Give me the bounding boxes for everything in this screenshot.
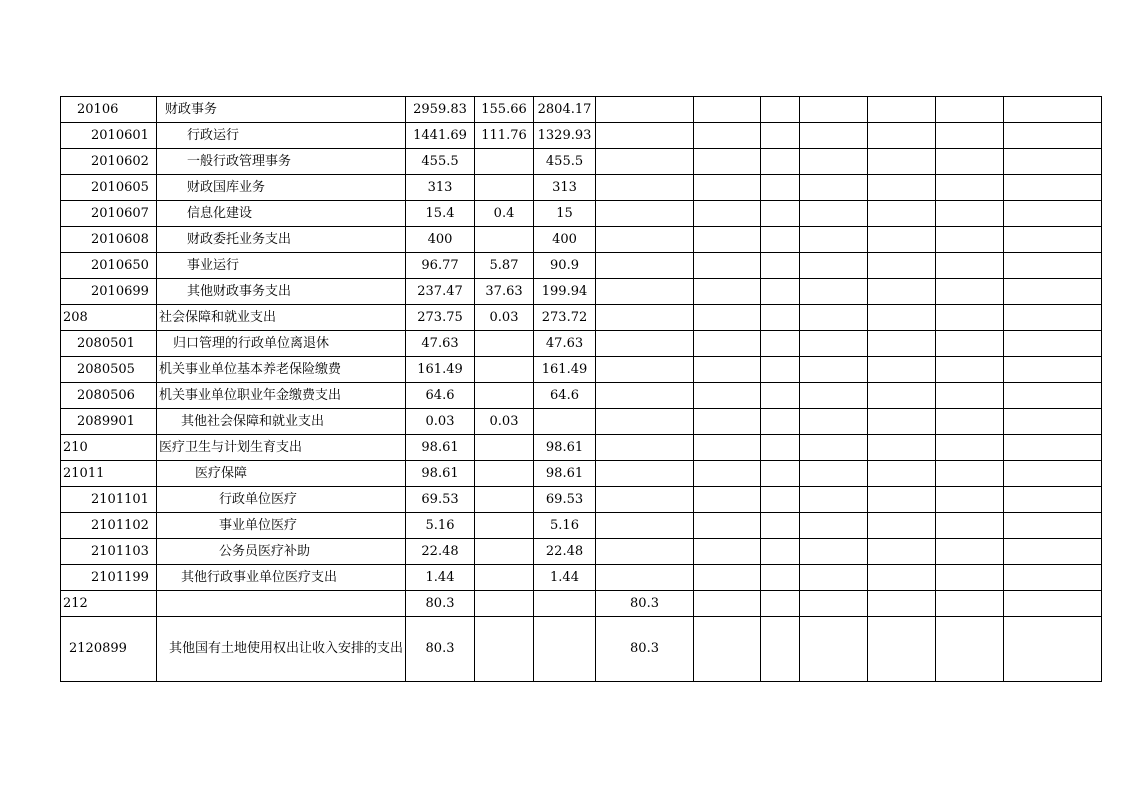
cell-empty [868,227,936,253]
cell-name: 归口管理的行政单位离退休 [157,331,406,357]
cell-total: 0.03 [406,409,475,435]
cell-empty [1004,357,1102,383]
cell-empty [800,383,868,409]
cell-empty [936,175,1004,201]
cell-name: 医疗保障 [157,461,406,487]
cell-project: 400 [534,227,596,253]
cell-empty [800,539,868,565]
cell-total: 2959.83 [406,97,475,123]
cell-total: 400 [406,227,475,253]
table-row [61,591,1102,617]
cell-empty [936,435,1004,461]
cell-total: 80.3 [406,591,475,617]
cell-name: 医疗卫生与计划生育支出 [157,435,406,461]
table-row [61,513,1102,539]
cell-total: 22.48 [406,539,475,565]
cell-empty [936,617,1004,682]
cell-empty [1004,591,1102,617]
cell-total: 273.75 [406,305,475,331]
cell-empty [761,565,800,591]
cell-project [534,409,596,435]
cell-project: 199.94 [534,279,596,305]
budget-table [60,96,1102,682]
cell-empty [936,149,1004,175]
cell-project: 47.63 [534,331,596,357]
table-row [61,201,1102,227]
cell-basic [475,461,534,487]
cell-fund [596,149,694,175]
cell-empty [761,591,800,617]
cell-empty [1004,331,1102,357]
cell-empty [800,565,868,591]
cell-empty [800,123,868,149]
cell-empty [868,539,936,565]
cell-name [157,591,406,617]
cell-empty [868,409,936,435]
cell-fund [596,201,694,227]
cell-empty [761,123,800,149]
cell-empty [761,461,800,487]
cell-project: 98.61 [534,461,596,487]
cell-total: 1441.69 [406,123,475,149]
cell-empty [1004,409,1102,435]
cell-empty [1004,253,1102,279]
cell-fund [596,513,694,539]
table-row [61,97,1102,123]
cell-empty [936,565,1004,591]
cell-basic [475,513,534,539]
cell-project: 1329.93 [534,123,596,149]
cell-empty [800,435,868,461]
cell-empty [1004,513,1102,539]
cell-basic: 111.76 [475,123,534,149]
table-row [61,149,1102,175]
cell-empty [936,305,1004,331]
cell-empty [694,305,761,331]
cell-empty [761,149,800,175]
cell-basic: 0.03 [475,305,534,331]
cell-empty [761,357,800,383]
cell-total: 98.61 [406,435,475,461]
cell-code: 2010699 [61,279,157,305]
cell-total: 64.6 [406,383,475,409]
cell-project: 64.6 [534,383,596,409]
cell-total: 237.47 [406,279,475,305]
cell-empty [761,331,800,357]
cell-empty [761,383,800,409]
cell-name: 行政单位医疗 [157,487,406,513]
cell-project: 273.72 [534,305,596,331]
table-row [61,357,1102,383]
cell-empty [800,97,868,123]
cell-code: 2089901 [61,409,157,435]
cell-code: 2080501 [61,331,157,357]
table-row [61,409,1102,435]
cell-basic: 0.03 [475,409,534,435]
cell-empty [761,201,800,227]
cell-project [534,617,596,682]
cell-basic: 5.87 [475,253,534,279]
cell-basic [475,487,534,513]
table-row [61,565,1102,591]
cell-fund: 80.3 [596,591,694,617]
cell-empty [868,357,936,383]
cell-empty [800,279,868,305]
cell-empty [761,435,800,461]
cell-empty [1004,565,1102,591]
cell-project: 15 [534,201,596,227]
cell-code: 2101101 [61,487,157,513]
cell-empty [800,461,868,487]
cell-empty [868,201,936,227]
cell-empty [1004,487,1102,513]
cell-empty [1004,539,1102,565]
cell-empty [800,149,868,175]
cell-empty [761,175,800,201]
cell-empty [1004,227,1102,253]
table-row [61,461,1102,487]
cell-name: 机关事业单位基本养老保险缴费 [157,357,406,383]
cell-empty [936,487,1004,513]
cell-name: 财政委托业务支出 [157,227,406,253]
cell-project: 1.44 [534,565,596,591]
cell-code: 21011 [61,461,157,487]
cell-fund [596,97,694,123]
cell-code: 2101199 [61,565,157,591]
cell-empty [868,331,936,357]
cell-empty [761,305,800,331]
cell-project: 455.5 [534,149,596,175]
cell-empty [800,409,868,435]
cell-code: 2080506 [61,383,157,409]
cell-empty [1004,97,1102,123]
cell-total: 15.4 [406,201,475,227]
table-row [61,175,1102,201]
cell-empty [694,201,761,227]
cell-empty [1004,175,1102,201]
cell-total: 96.77 [406,253,475,279]
cell-empty [761,513,800,539]
cell-empty [868,591,936,617]
cell-empty [800,591,868,617]
cell-empty [761,409,800,435]
cell-code: 2010650 [61,253,157,279]
cell-basic: 37.63 [475,279,534,305]
cell-name: 信息化建设 [157,201,406,227]
cell-name: 机关事业单位职业年金缴费支出 [157,383,406,409]
cell-empty [694,539,761,565]
cell-empty [1004,617,1102,682]
cell-code: 212 [61,591,157,617]
cell-code: 2080505 [61,357,157,383]
cell-fund [596,123,694,149]
cell-basic [475,383,534,409]
cell-empty [868,305,936,331]
cell-fund [596,253,694,279]
cell-basic [475,149,534,175]
cell-empty [936,253,1004,279]
cell-total: 5.16 [406,513,475,539]
cell-empty [800,305,868,331]
cell-empty [694,253,761,279]
cell-empty [936,383,1004,409]
cell-empty [936,591,1004,617]
cell-empty [868,461,936,487]
cell-name: 其他社会保障和就业支出 [157,409,406,435]
cell-empty [694,591,761,617]
cell-empty [694,331,761,357]
cell-project: 69.53 [534,487,596,513]
table-row [61,305,1102,331]
cell-total: 47.63 [406,331,475,357]
table-row [61,487,1102,513]
cell-code: 2101103 [61,539,157,565]
cell-empty [936,513,1004,539]
cell-basic [475,357,534,383]
cell-project: 90.9 [534,253,596,279]
cell-empty [694,409,761,435]
cell-code: 2010608 [61,227,157,253]
table-row [61,123,1102,149]
cell-empty [694,383,761,409]
cell-empty [761,279,800,305]
cell-empty [936,331,1004,357]
cell-empty [868,383,936,409]
cell-fund [596,175,694,201]
cell-empty [800,617,868,682]
cell-name: 财政事务 [157,97,406,123]
cell-name: 财政国库业务 [157,175,406,201]
cell-empty [694,279,761,305]
cell-basic [475,591,534,617]
cell-fund [596,227,694,253]
cell-name: 其他国有土地使用权出让收入安排的支出 [157,617,406,682]
cell-fund [596,409,694,435]
cell-code: 2010605 [61,175,157,201]
cell-empty [936,201,1004,227]
cell-empty [694,513,761,539]
cell-empty [761,97,800,123]
cell-fund [596,435,694,461]
cell-empty [694,565,761,591]
cell-empty [694,97,761,123]
cell-empty [694,123,761,149]
table-row [61,539,1102,565]
cell-fund [596,487,694,513]
cell-empty [761,227,800,253]
cell-name: 公务员医疗补助 [157,539,406,565]
cell-empty [936,539,1004,565]
cell-empty [694,435,761,461]
cell-empty [868,617,936,682]
cell-project: 2804.17 [534,97,596,123]
cell-name: 事业运行 [157,253,406,279]
cell-fund [596,279,694,305]
cell-total: 69.53 [406,487,475,513]
cell-empty [800,331,868,357]
cell-fund: 80.3 [596,617,694,682]
cell-fund [596,383,694,409]
cell-basic [475,617,534,682]
cell-empty [936,409,1004,435]
cell-empty [936,357,1004,383]
cell-project: 313 [534,175,596,201]
cell-project: 161.49 [534,357,596,383]
cell-empty [868,487,936,513]
cell-code: 2010601 [61,123,157,149]
cell-code: 208 [61,305,157,331]
cell-name: 一般行政管理事务 [157,149,406,175]
table-row [61,279,1102,305]
cell-basic: 0.4 [475,201,534,227]
table-row [61,331,1102,357]
cell-code: 2120899 [61,617,157,682]
cell-empty [800,227,868,253]
cell-empty [1004,461,1102,487]
table-body [61,97,1102,682]
cell-empty [694,487,761,513]
cell-empty [1004,383,1102,409]
table-row [61,435,1102,461]
cell-total: 1.44 [406,565,475,591]
cell-code: 2010602 [61,149,157,175]
cell-basic [475,435,534,461]
cell-total: 313 [406,175,475,201]
cell-name: 社会保障和就业支出 [157,305,406,331]
cell-empty [800,357,868,383]
table-row [61,383,1102,409]
cell-empty [936,461,1004,487]
cell-empty [1004,435,1102,461]
cell-basic [475,539,534,565]
table-row [61,253,1102,279]
cell-name: 其他行政事业单位医疗支出 [157,565,406,591]
cell-code: 2101102 [61,513,157,539]
cell-empty [936,97,1004,123]
cell-empty [761,539,800,565]
cell-project: 5.16 [534,513,596,539]
cell-empty [800,487,868,513]
cell-empty [936,279,1004,305]
cell-total: 98.61 [406,461,475,487]
cell-name: 行政运行 [157,123,406,149]
cell-empty [868,279,936,305]
cell-empty [868,435,936,461]
cell-empty [868,175,936,201]
cell-empty [868,149,936,175]
cell-empty [761,253,800,279]
cell-empty [868,513,936,539]
cell-project: 22.48 [534,539,596,565]
cell-empty [800,513,868,539]
cell-empty [868,123,936,149]
cell-code: 20106 [61,97,157,123]
cell-basic [475,175,534,201]
table-row [61,617,1102,682]
cell-empty [761,487,800,513]
cell-empty [1004,123,1102,149]
cell-fund [596,461,694,487]
cell-total: 161.49 [406,357,475,383]
cell-name: 事业单位医疗 [157,513,406,539]
cell-empty [936,227,1004,253]
cell-empty [868,253,936,279]
cell-basic [475,227,534,253]
cell-empty [694,357,761,383]
cell-basic [475,565,534,591]
cell-empty [800,175,868,201]
cell-empty [1004,305,1102,331]
cell-empty [868,97,936,123]
cell-empty [694,227,761,253]
cell-fund [596,305,694,331]
cell-empty [1004,279,1102,305]
cell-total: 455.5 [406,149,475,175]
cell-empty [936,123,1004,149]
cell-empty [694,149,761,175]
cell-project: 98.61 [534,435,596,461]
cell-empty [1004,149,1102,175]
cell-empty [761,617,800,682]
table-row [61,227,1102,253]
cell-fund [596,357,694,383]
cell-fund [596,331,694,357]
cell-basic [475,331,534,357]
cell-empty [800,201,868,227]
cell-empty [1004,201,1102,227]
cell-empty [694,617,761,682]
cell-project [534,591,596,617]
cell-fund [596,539,694,565]
cell-code: 2010607 [61,201,157,227]
cell-basic: 155.66 [475,97,534,123]
cell-empty [694,461,761,487]
cell-fund [596,565,694,591]
cell-total: 80.3 [406,617,475,682]
cell-code: 210 [61,435,157,461]
cell-empty [800,253,868,279]
cell-name: 其他财政事务支出 [157,279,406,305]
cell-empty [868,565,936,591]
cell-empty [694,175,761,201]
